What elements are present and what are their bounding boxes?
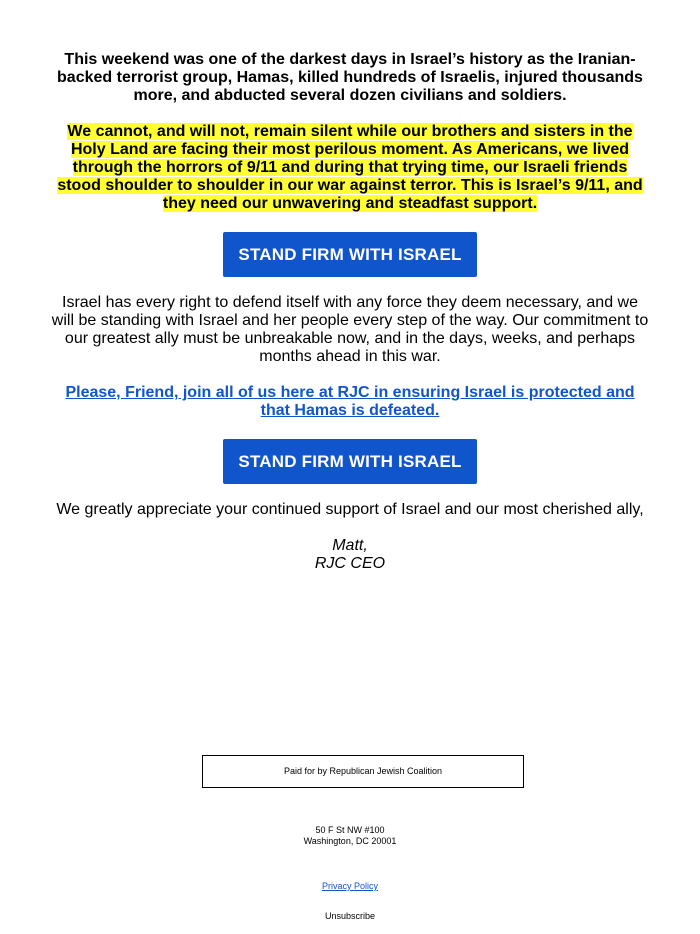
address-line-2: Washington, DC 20001 bbox=[303, 836, 397, 846]
commitment-text: Israel has every right to defend itself with any force they deem necessary, and we will be standing with Israel and her people every step of the way. Our commitment to our greatest ally must be unbreakable now, and in the days, weeks, and perhaps months ahead in this war. bbox=[51, 294, 649, 365]
unsubscribe-link[interactable]: Unsubscribe bbox=[324, 911, 376, 921]
cta-container-1 bbox=[0, 232, 700, 277]
join-rjc-link[interactable]: Please, Friend, join all of us here at RJC in ensuring Israel is protected and that Hamas is defeated. bbox=[65, 384, 635, 419]
signature-title: RJC CEO bbox=[314, 555, 386, 572]
privacy-policy-link[interactable]: Privacy Policy bbox=[321, 881, 378, 891]
mailing-address bbox=[0, 825, 700, 847]
intro-paragraph bbox=[50, 0, 650, 105]
privacy-container bbox=[0, 881, 700, 892]
address-line-1: 50 F St NW #100 bbox=[315, 825, 385, 835]
stand-firm-button-1[interactable]: STAND FIRM WITH ISRAEL bbox=[223, 232, 477, 277]
highlighted-text: We cannot, and will not, remain silent while our brothers and sisters in the Holy Land are facing their most perilous moment. As Americans, we lived through the horrors of 9/11 and during that trying time, our Israeli friends stood shoulder to shoulder in our war against terror. This is Israel’s 9/11, and they need our unwavering and steadfast support. bbox=[57, 123, 643, 212]
intro-text: This weekend was one of the darkest days in Israel’s history as the Iranian-backed terrorist group, Hamas, killed hundreds of Israelis, injured thousands more, and abducted several dozen civilians and soldiers. bbox=[57, 51, 643, 104]
appreciation-text: We greatly appreciate your continued support of Israel and our most cherished ally, bbox=[56, 501, 644, 518]
paid-for-text: Paid for by Republican Jewish Coalition bbox=[283, 766, 443, 776]
commitment-paragraph bbox=[50, 294, 650, 366]
appreciation-paragraph bbox=[50, 501, 650, 519]
signature-name: Matt, bbox=[332, 537, 368, 554]
highlighted-paragraph bbox=[50, 123, 650, 213]
signature bbox=[50, 537, 650, 573]
paid-for-disclaimer bbox=[202, 755, 524, 788]
join-paragraph bbox=[50, 384, 650, 420]
stand-firm-button-2[interactable]: STAND FIRM WITH ISRAEL bbox=[223, 439, 477, 484]
cta-container-2 bbox=[0, 439, 700, 484]
